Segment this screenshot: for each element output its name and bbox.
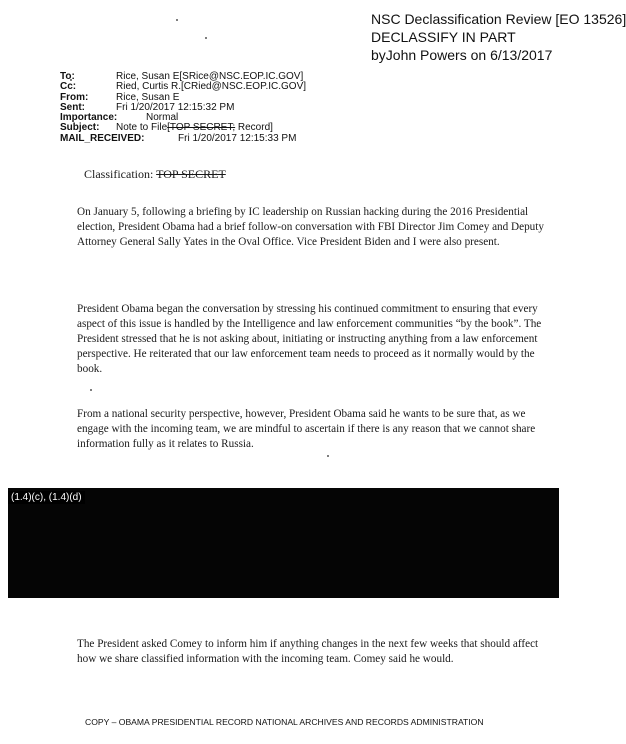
redaction-exemption-label: (1.4)(c), (1.4)(d): [8, 491, 85, 504]
cc-value: Ried, Curtis R.[CRied@NSC.EOP.IC.GOV]: [116, 81, 307, 93]
classification-label: Classification:: [84, 167, 157, 181]
header-cc-row: [60, 82, 306, 92]
classification-struck-value: TOP SECRET: [156, 167, 226, 181]
scan-speck: [176, 19, 178, 21]
importance-label: Importance:: [60, 112, 118, 124]
declassification-stamp: [371, 10, 626, 64]
stamp-status-line: DECLASSIFY IN PART: [371, 29, 516, 45]
subject-prefix: Note to File: [116, 122, 168, 134]
header-mail-received-row: [60, 134, 306, 144]
classification-line: [84, 167, 226, 182]
from-label: From:: [60, 91, 89, 103]
cc-label: Cc:: [60, 81, 77, 93]
mail-received-value: Fri 1/20/2017 12:15:33 PM: [178, 132, 297, 144]
importance-value: Normal: [146, 112, 179, 124]
subject-suffix: Record]: [235, 122, 273, 134]
mail-received-label: MAIL_RECEIVED:: [60, 132, 145, 144]
stamp-reviewer-line: byJohn Powers on 6/13/2017: [371, 47, 553, 63]
scan-speck: [90, 389, 92, 391]
subject-label: Subject:: [60, 122, 100, 134]
body-paragraph-2: President Obama began the conversation by stressing his continued commitment to ensuring that every aspect of this issue is handled by the Intelligence and law enforcement communities “by the book”. The President stressed that he is not asking about, initiating or instructing anything from a law enforcement perspective. He reiterated that our law enforcement team needs to proceed as it normally would by the book.: [77, 303, 542, 375]
body-paragraph-4: The President asked Comey to inform him if anything changes in the next few weeks that should affect how we share classified information with the incoming team. Comey said he would.: [77, 638, 539, 665]
body-paragraph-3: From a national security perspective, however, President Obama said he wants to be sure that, as we engage with the incoming team, we are mindful to ascertain if there is any reason that we cannot share information fully as it relates to Russia.: [77, 408, 536, 450]
from-value: Rice, Susan E: [116, 91, 180, 103]
email-header: [60, 72, 306, 144]
to-value: Rice, Susan E[SRice@NSC.EOP.IC.GOV]: [116, 71, 304, 82]
scan-speck: [205, 37, 207, 39]
body-paragraph-1: On January 5, following a briefing by IC leadership on Russian hacking during the 2016 Presidential election, President Obama had a brief follow-on conversation with FBI Director Jim Comey and Deputy Attorney General Sally Yates in the Oval Office. Vice President Biden and I were also present.: [77, 206, 544, 248]
archive-footer: COPY – OBAMA PRESIDENTIAL RECORD NATIONAL ARCHIVES AND RECORDS ADMINISTRATION: [85, 717, 484, 727]
redaction-block: [8, 488, 559, 598]
sent-label: Sent:: [60, 101, 85, 113]
sent-value: Fri 1/20/2017 12:15:32 PM: [116, 101, 235, 113]
subject-struck-marking: [TOP SECRET;: [167, 122, 236, 134]
stamp-review-line: NSC Declassification Review [EO 13526]: [371, 11, 626, 27]
to-label: To:: [60, 71, 75, 82]
scan-speck: [327, 455, 329, 457]
